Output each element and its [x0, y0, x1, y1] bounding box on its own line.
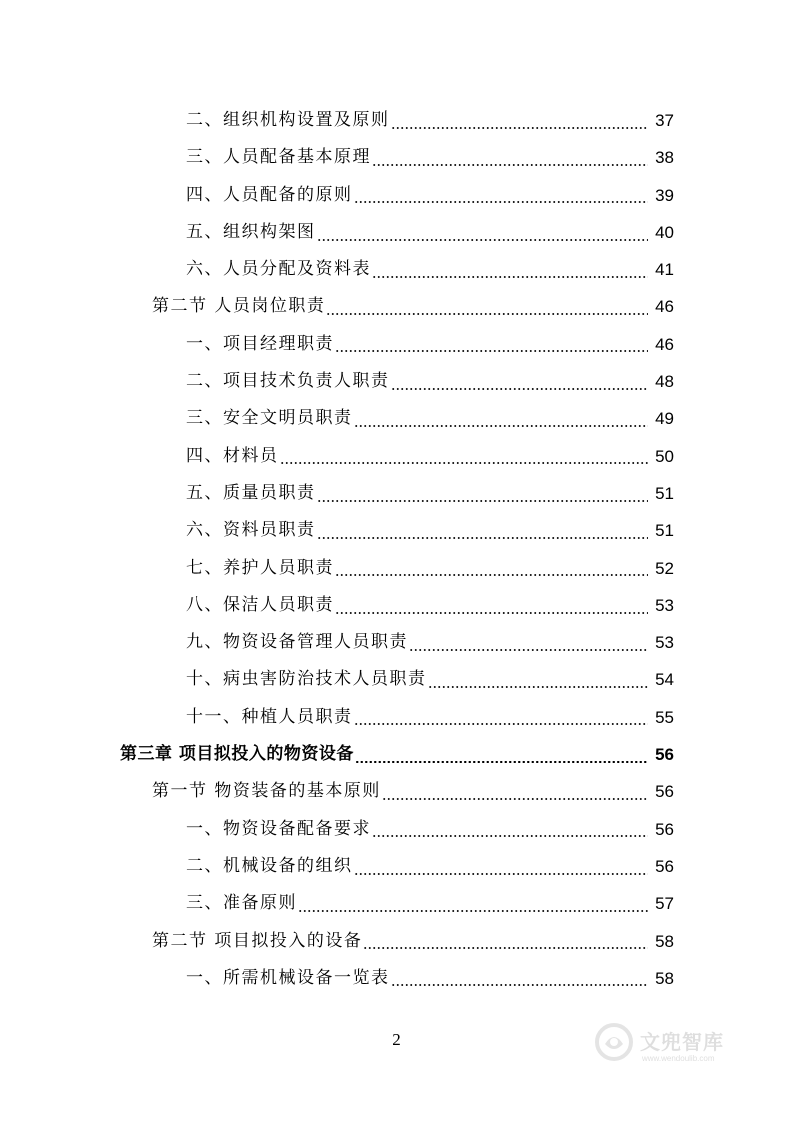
dot-leader	[391, 127, 649, 129]
page-number: 2	[392, 1030, 401, 1049]
toc-entry-page: 56	[655, 819, 674, 839]
dot-leader	[354, 425, 649, 427]
toc-entry[interactable]	[0, 363, 674, 400]
toc-entry[interactable]	[0, 438, 674, 475]
toc-entry-page: 58	[655, 968, 674, 988]
toc-entry-page: 53	[655, 633, 674, 653]
toc-entry[interactable]	[0, 512, 674, 549]
toc-entry-label: 三、准备原则	[186, 893, 297, 914]
toc-entry-page: 40	[655, 222, 674, 242]
toc-entry-label: 六、资料员职责	[186, 520, 316, 541]
toc-entry-page: 39	[655, 185, 674, 205]
dot-leader	[409, 649, 648, 651]
toc-entry-label: 四、人员配备的原则	[186, 184, 353, 205]
toc-entry-page: 41	[655, 260, 674, 280]
toc-entry[interactable]	[0, 811, 674, 848]
toc-entry[interactable]	[0, 251, 674, 288]
toc-entry[interactable]	[0, 400, 674, 437]
toc-entry-page: 56	[655, 856, 674, 876]
dot-leader	[354, 873, 649, 875]
toc-entry[interactable]	[0, 475, 674, 512]
toc-section-entry[interactable]	[0, 923, 674, 960]
toc-entry[interactable]	[0, 587, 674, 624]
toc-entry-label: 八、保洁人员职责	[186, 594, 334, 615]
toc-entry-label: 第三章 项目拟投入的物资设备	[120, 744, 354, 765]
toc-entry-label: 第二节 项目拟投入的设备	[152, 930, 363, 951]
toc-entry-page: 46	[655, 334, 674, 354]
dot-leader	[280, 462, 649, 464]
toc-entry-page: 51	[655, 483, 674, 503]
toc-entry-label: 十一、种植人员职责	[186, 706, 353, 727]
dot-leader	[372, 276, 648, 278]
toc-entry[interactable]	[0, 139, 674, 176]
toc-entry-label: 十、病虫害防治技术人员职责	[186, 669, 427, 690]
watermark	[594, 1020, 754, 1076]
toc-entry-page: 58	[655, 931, 674, 951]
toc-entry-label: 二、机械设备的组织	[186, 855, 353, 876]
toc-entry-page: 53	[655, 595, 674, 615]
table-of-contents	[0, 102, 793, 997]
dot-leader	[317, 239, 649, 241]
toc-entry-page: 51	[655, 521, 674, 541]
toc-entry[interactable]	[0, 661, 674, 698]
dot-leader	[354, 201, 649, 203]
toc-entry[interactable]	[0, 177, 674, 214]
toc-section-entry[interactable]	[0, 773, 674, 810]
toc-entry-page: 50	[655, 446, 674, 466]
toc-entry-label: 一、所需机械设备一览表	[186, 967, 390, 988]
toc-entry-label: 二、项目技术负责人职责	[186, 371, 390, 392]
toc-entry-label: 五、质量员职责	[186, 482, 316, 503]
toc-entry-label: 一、物资设备配备要求	[186, 818, 371, 839]
toc-section-entry[interactable]	[0, 288, 674, 325]
toc-entry-label: 七、养护人员职责	[186, 557, 334, 578]
toc-entry-label: 三、人员配备基本原理	[186, 147, 371, 168]
toc-entry-label: 第二节 人员岗位职责	[152, 296, 326, 317]
toc-entry[interactable]	[0, 326, 674, 363]
toc-entry-page: 46	[655, 297, 674, 317]
dot-leader	[391, 984, 649, 986]
toc-entry-page: 57	[655, 894, 674, 914]
toc-entry[interactable]	[0, 624, 674, 661]
dot-leader	[335, 350, 648, 352]
dot-leader	[428, 686, 649, 688]
toc-entry-label: 九、物资设备管理人员职责	[186, 632, 408, 653]
toc-entry[interactable]	[0, 885, 674, 922]
wendou-logo-icon	[594, 1022, 634, 1062]
dot-leader	[382, 798, 648, 800]
toc-entry-page: 55	[655, 707, 674, 727]
dot-leader	[335, 612, 648, 614]
dot-leader	[355, 761, 648, 763]
toc-entry-page: 52	[655, 558, 674, 578]
toc-entry-label: 一、项目经理职责	[186, 333, 334, 354]
toc-entry-page: 38	[655, 148, 674, 168]
toc-entry-page: 37	[655, 111, 674, 130]
dot-leader	[317, 537, 649, 539]
toc-entry[interactable]	[0, 102, 674, 139]
toc-entry-page: 49	[655, 409, 674, 429]
toc-entry[interactable]	[0, 960, 674, 997]
toc-entry-label: 六、人员分配及资料表	[186, 259, 371, 280]
watermark-url: www.wendoulib.com	[642, 1054, 715, 1063]
toc-entry-label: 四、材料员	[186, 445, 279, 466]
dot-leader	[363, 947, 648, 949]
dot-leader	[326, 313, 648, 315]
toc-entry[interactable]	[0, 550, 674, 587]
toc-entry[interactable]	[0, 848, 674, 885]
toc-entry-label: 五、组织构架图	[186, 221, 316, 242]
dot-leader	[298, 910, 648, 912]
toc-entry-page: 54	[655, 670, 674, 690]
toc-entry-page: 56	[655, 782, 674, 802]
watermark-name: 文兜智库	[640, 1030, 724, 1054]
toc-entry-page: 56	[655, 745, 674, 765]
dot-leader	[391, 388, 649, 390]
toc-entry[interactable]	[0, 699, 674, 736]
toc-chapter-entry[interactable]	[0, 736, 674, 773]
dot-leader	[354, 723, 649, 725]
dot-leader	[335, 574, 648, 576]
dot-leader	[372, 835, 648, 837]
toc-entry-label: 第一节 物资装备的基本原则	[152, 781, 381, 802]
toc-entry-page: 48	[655, 372, 674, 392]
toc-entry-label: 二、组织机构设置及原则	[186, 110, 390, 130]
dot-leader	[372, 164, 648, 166]
toc-entry-label: 三、安全文明员职责	[186, 408, 353, 429]
dot-leader	[317, 500, 649, 502]
toc-entry[interactable]	[0, 214, 674, 251]
